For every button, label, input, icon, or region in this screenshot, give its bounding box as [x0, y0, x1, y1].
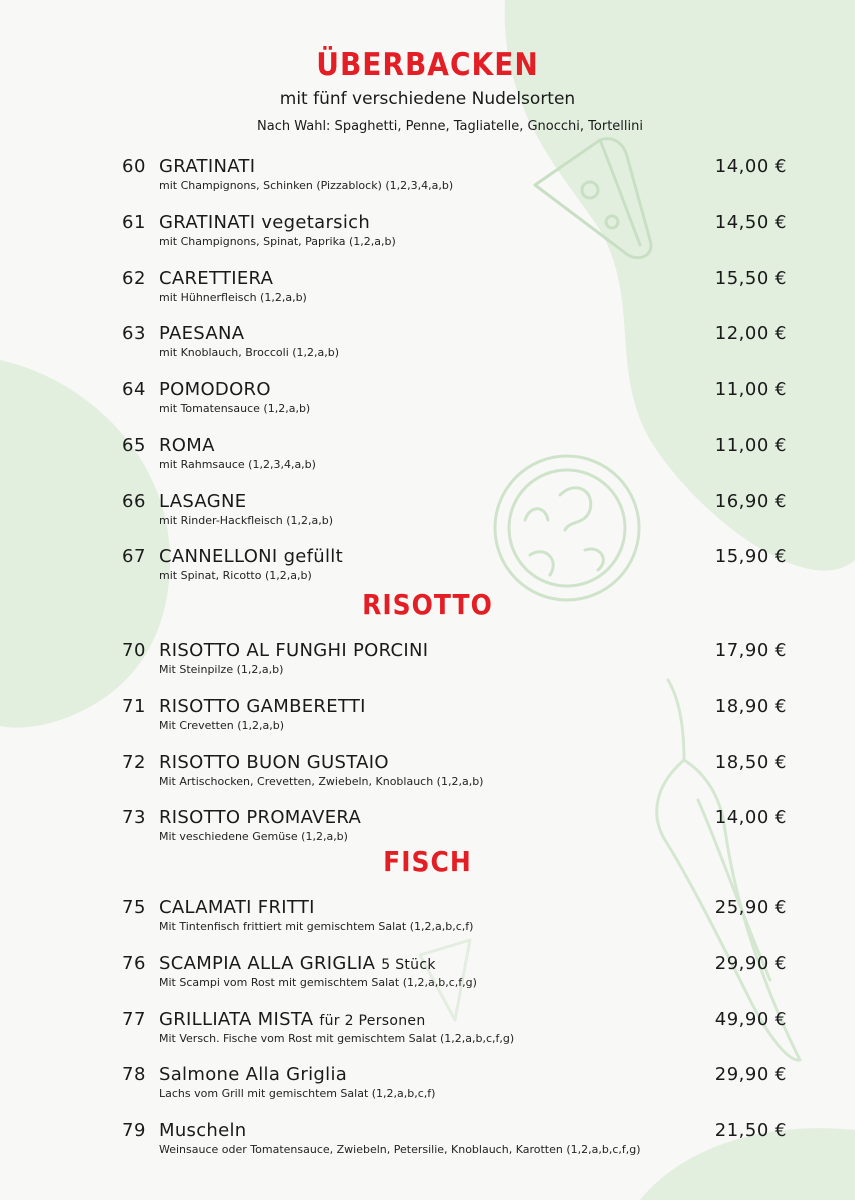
item-name: RISOTTO AL FUNGHI PORCINI [159, 640, 429, 661]
item-description: Mit Artischocken, Crevetten, Zwiebeln, Knoblauch (1,2,a,b) [159, 775, 484, 788]
item-number: 70 [122, 640, 146, 661]
item-description: mit Champignons, Schinken (Pizzablock) (1,2,3,4,a,b) [159, 179, 454, 192]
item-name: GRILLIATA MISTA für 2 Personen [159, 1009, 426, 1030]
menu-item [0, 212, 855, 256]
section-title-fisch: FISCH [383, 845, 472, 878]
item-name: RISOTTO GAMBERETTI [159, 696, 366, 717]
item-name: ROMA [159, 435, 215, 456]
item-description: mit Rinder-Hackfleisch (1,2,a,b) [159, 514, 334, 527]
item-price: 14,00 € [714, 807, 787, 828]
item-number: 71 [122, 696, 146, 717]
item-number: 63 [122, 323, 146, 344]
menu-item [0, 491, 855, 535]
item-portion: 5 Stück [381, 957, 436, 973]
item-number: 60 [122, 156, 146, 177]
section-subtitle: mit fünf verschiedene Nudelsorten [279, 89, 576, 109]
section-title-ueberbacken: ÜBERBACKEN [316, 46, 539, 83]
item-number: 75 [122, 897, 146, 918]
item-price: 15,50 € [714, 268, 787, 289]
item-portion: für 2 Personen [319, 1013, 426, 1029]
item-description: Weinsauce oder Tomatensauce, Zwiebeln, Petersilie, Knoblauch, Karotten (1,2,a,b,c,f,g) [159, 1143, 641, 1156]
item-description: Mit veschiedene Gemüse (1,2,a,b) [159, 830, 348, 843]
menu-item [0, 379, 855, 423]
item-price: 49,90 € [714, 1009, 787, 1030]
item-number: 67 [122, 546, 146, 567]
item-description: mit Hühnerfleisch (1,2,a,b) [159, 291, 307, 304]
item-description: Mit Steinpilze (1,2,a,b) [159, 663, 284, 676]
item-description: mit Spinat, Ricotto (1,2,a,b) [159, 569, 312, 582]
item-description: mit Tomatensauce (1,2,a,b) [159, 402, 311, 415]
item-description: Mit Scampi vom Rost mit gemischtem Salat (1,2,a,b,c,f,g) [159, 976, 477, 989]
menu-item [0, 156, 855, 200]
item-number: 77 [122, 1009, 146, 1030]
item-price: 14,00 € [714, 156, 787, 177]
item-number: 76 [122, 953, 146, 974]
menu-item [0, 752, 855, 796]
item-name: CANNELLONI gefüllt [159, 546, 343, 567]
item-description: mit Knoblauch, Broccoli (1,2,a,b) [159, 346, 340, 359]
menu-item [0, 696, 855, 740]
item-description: Mit Tintenfisch frittiert mit gemischtem Salat (1,2,a,b,c,f) [159, 920, 474, 933]
item-description: mit Rahmsauce (1,2,3,4,a,b) [159, 458, 316, 471]
item-price: 18,50 € [714, 752, 787, 773]
item-price: 11,00 € [714, 435, 787, 456]
menu-item [0, 807, 855, 851]
item-price: 25,90 € [714, 897, 787, 918]
item-name: GRATINATI vegetarsich [159, 212, 371, 233]
item-name: LASAGNE [159, 491, 247, 512]
item-name: SCAMPIA ALLA GRIGLIA 5 Stück [159, 953, 436, 974]
menu-item [0, 435, 855, 479]
menu-item [0, 1120, 855, 1164]
item-price: 14,50 € [714, 212, 787, 233]
item-price: 29,90 € [714, 953, 787, 974]
item-number: 73 [122, 807, 146, 828]
menu-item [0, 546, 855, 590]
item-price: 12,00 € [714, 323, 787, 344]
menu-item [0, 1009, 855, 1053]
item-price: 17,90 € [714, 640, 787, 661]
item-number: 79 [122, 1120, 146, 1141]
menu-item [0, 268, 855, 312]
item-name: CALAMATI FRITTI [159, 897, 315, 918]
menu-item [0, 323, 855, 367]
item-price: 15,90 € [714, 546, 787, 567]
item-price: 11,00 € [714, 379, 787, 400]
item-name: Muscheln [159, 1120, 247, 1141]
item-description: Lachs vom Grill mit gemischtem Salat (1,2,a,b,c,f) [159, 1087, 436, 1100]
item-description: Mit Crevetten (1,2,a,b) [159, 719, 285, 732]
item-price: 21,50 € [714, 1120, 787, 1141]
item-name: PAESANA [159, 323, 245, 344]
item-name: Salmone Alla Griglia [159, 1064, 348, 1085]
item-name: CARETTIERA [159, 268, 274, 289]
item-number: 64 [122, 379, 146, 400]
item-name: RISOTTO PROMAVERA [159, 807, 362, 828]
menu-item [0, 953, 855, 997]
menu-item [0, 640, 855, 684]
item-name: POMODORO [159, 379, 271, 400]
menu-item [0, 897, 855, 941]
item-price: 16,90 € [714, 491, 787, 512]
section-title-risotto: RISOTTO [362, 588, 493, 621]
item-number: 66 [122, 491, 146, 512]
item-number: 78 [122, 1064, 146, 1085]
item-number: 62 [122, 268, 146, 289]
item-description: Mit Versch. Fische vom Rost mit gemischtem Salat (1,2,a,b,c,f,g) [159, 1032, 515, 1045]
item-name: RISOTTO BUON GUSTAIO [159, 752, 389, 773]
item-number: 65 [122, 435, 146, 456]
item-number: 72 [122, 752, 146, 773]
menu-item [0, 1064, 855, 1108]
item-price: 18,90 € [714, 696, 787, 717]
item-name: GRATINATI [159, 156, 256, 177]
pasta-choice-note: Nach Wahl: Spaghetti, Penne, Tagliatelle, Gnocchi, Tortellini [257, 119, 643, 134]
item-price: 29,90 € [714, 1064, 787, 1085]
item-number: 61 [122, 212, 146, 233]
item-description: mit Champignons, Spinat, Paprika (1,2,a,b) [159, 235, 396, 248]
